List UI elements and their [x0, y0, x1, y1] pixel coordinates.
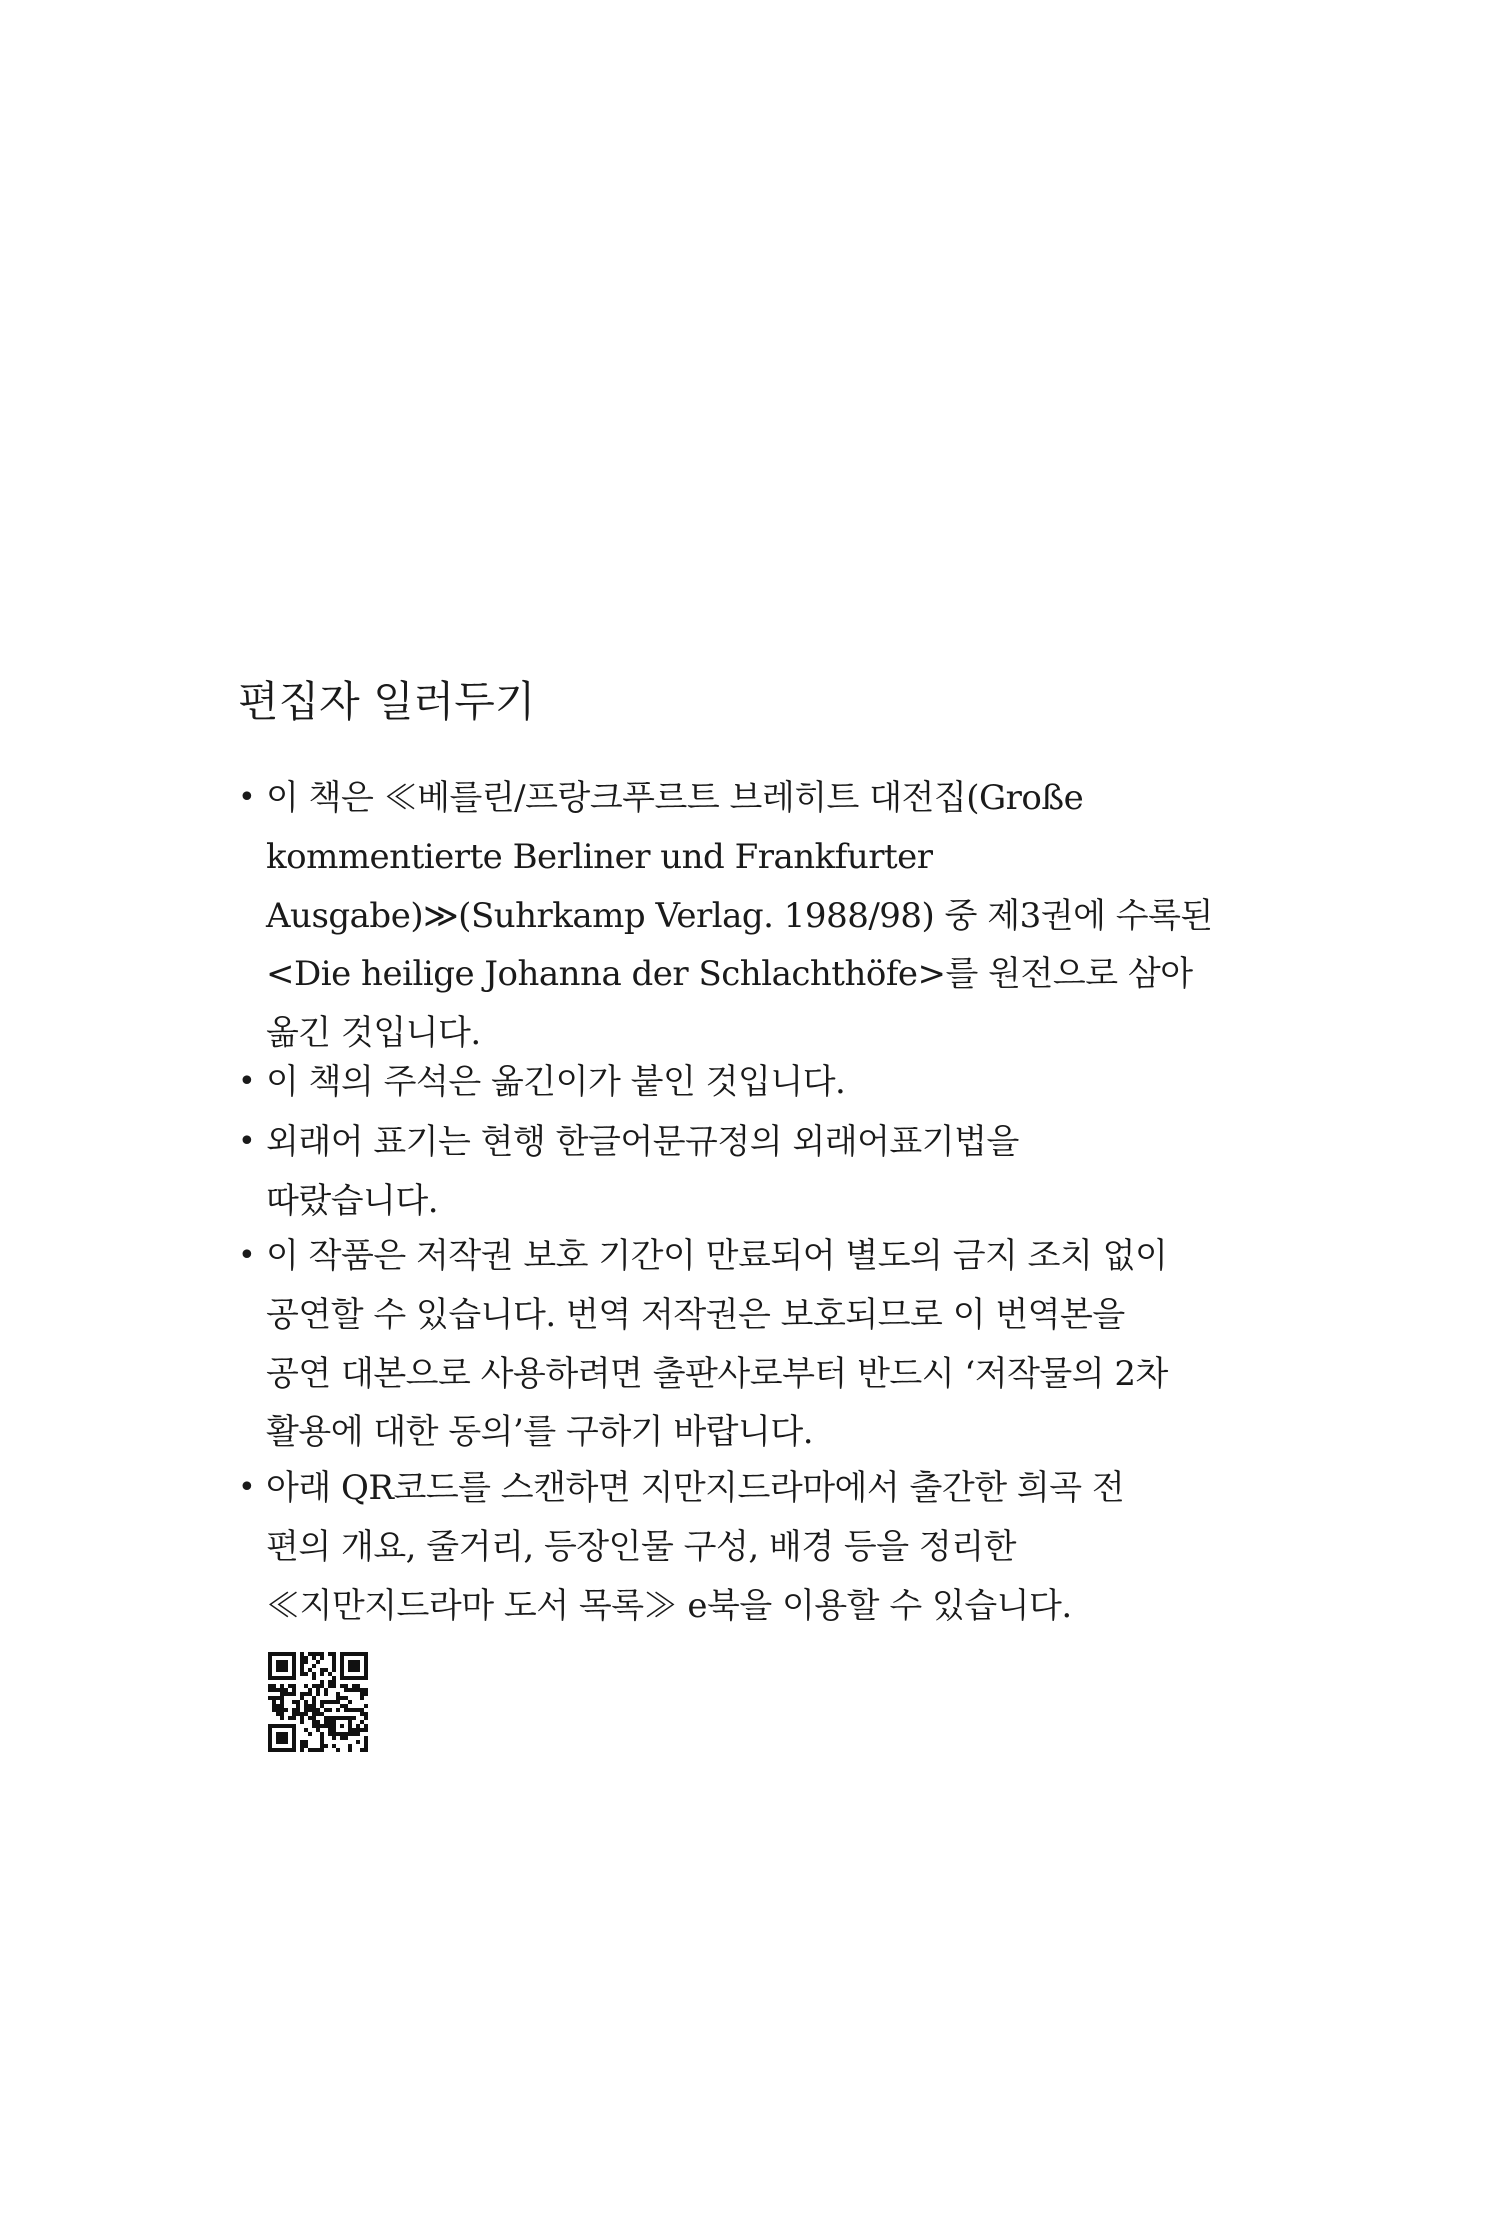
qr-module: [312, 1748, 316, 1752]
qr-module: [324, 1708, 328, 1712]
qr-module: [300, 1740, 304, 1744]
qr-module: [324, 1724, 328, 1728]
qr-module: [328, 1728, 332, 1732]
qr-module: [292, 1708, 296, 1712]
qr-module: [324, 1720, 328, 1724]
qr-module: [340, 1704, 344, 1708]
qr-module: [300, 1660, 304, 1664]
qr-module: [328, 1708, 332, 1712]
qr-module: [344, 1684, 348, 1688]
qr-module: [340, 1684, 344, 1688]
qr-module: [340, 1724, 344, 1728]
note-line: 활용에 대한 동의’를 구하기 바랍니다.: [266, 1412, 814, 1453]
note-line: 공연 대본으로 사용하려면 출판사로부터 반드시 ‘저작물의 2차: [266, 1353, 1168, 1394]
qr-module: [348, 1708, 352, 1712]
qr-module: [280, 1692, 284, 1696]
qr-module: [304, 1744, 308, 1748]
qr-module: [364, 1740, 368, 1744]
note-line: kommentierte Berliner und Frankfurter: [266, 836, 933, 877]
qr-module: [280, 1700, 284, 1704]
qr-module: [312, 1676, 316, 1680]
qr-module: [276, 1688, 280, 1692]
qr-module: [308, 1668, 312, 1672]
qr-module: [280, 1684, 284, 1688]
qr-module: [280, 1696, 284, 1700]
qr-module: [364, 1688, 368, 1692]
qr-module: [308, 1652, 312, 1656]
qr-module: [288, 1716, 292, 1720]
qr-module: [316, 1748, 320, 1752]
qr-module: [300, 1668, 304, 1672]
qr-module: [340, 1696, 344, 1700]
qr-module: [304, 1684, 308, 1688]
note-line: 아래 QR코드를 스캔하면 지만지드라마에서 출간한 희곡 전: [266, 1468, 1125, 1508]
qr-module: [316, 1692, 320, 1696]
qr-module: [296, 1704, 300, 1708]
note-line: 이 작품은 저작권 보호 기간이 만료되어 별도의 금지 조치 없이: [266, 1236, 1168, 1276]
note-line: 편의 개요, 줄거리, 등장인물 구성, 배경 등을 정리한: [266, 1526, 1016, 1567]
qr-module: [320, 1668, 324, 1672]
qr-module: [304, 1712, 308, 1716]
qr-module: [316, 1684, 320, 1688]
bullet-marker: •: [238, 1238, 256, 1273]
qr-module: [272, 1684, 276, 1688]
qr-module: [316, 1688, 320, 1692]
qr-module: [280, 1704, 284, 1708]
qr-module: [344, 1736, 348, 1740]
qr-module: [276, 1732, 288, 1744]
qr-module: [344, 1704, 348, 1708]
qr-module: [300, 1744, 304, 1748]
qr-module: [276, 1696, 280, 1700]
qr-module: [324, 1744, 328, 1748]
qr-module: [348, 1700, 352, 1704]
qr-module: [332, 1744, 336, 1748]
note-line: 공연할 수 있습니다. 번역 저작권은 보호되므로 이 번역본을: [266, 1294, 1125, 1335]
qr-module: [292, 1716, 296, 1720]
qr-module: [316, 1728, 320, 1732]
qr-module: [336, 1748, 340, 1752]
qr-module: [276, 1660, 288, 1672]
qr-module: [356, 1728, 360, 1732]
qr-module: [356, 1732, 360, 1736]
qr-module: [336, 1692, 340, 1696]
qr-module: [312, 1704, 316, 1708]
qr-module: [360, 1696, 364, 1700]
qr-module: [284, 1692, 288, 1696]
qr-module: [268, 1696, 272, 1700]
qr-module: [268, 1684, 272, 1688]
qr-module: [292, 1700, 296, 1704]
qr-module: [316, 1652, 320, 1656]
qr-module: [304, 1728, 308, 1732]
qr-module: [356, 1688, 360, 1692]
qr-module: [312, 1708, 316, 1712]
qr-module: [312, 1720, 316, 1724]
qr-module: [300, 1748, 304, 1752]
bullet-marker: •: [238, 1064, 256, 1099]
note-line: 따랐습니다.: [266, 1180, 439, 1221]
qr-module: [312, 1672, 316, 1676]
qr-module: [328, 1680, 332, 1684]
qr-module: [360, 1728, 364, 1732]
bullet-marker: •: [238, 780, 256, 815]
qr-module: [332, 1652, 336, 1656]
qr-module: [332, 1736, 336, 1740]
qr-module: [300, 1656, 304, 1660]
qr-module: [364, 1692, 368, 1696]
qr-module: [348, 1744, 352, 1748]
qr-module: [316, 1724, 320, 1728]
qr-module: [308, 1688, 312, 1692]
qr-module: [348, 1660, 360, 1672]
qr-module: [320, 1748, 324, 1752]
bullet-marker: •: [238, 1124, 256, 1159]
qr-module: [320, 1700, 324, 1704]
qr-module: [308, 1716, 312, 1720]
qr-module: [352, 1716, 356, 1720]
qr-module: [300, 1692, 304, 1696]
qr-module: [364, 1728, 368, 1732]
qr-module: [356, 1724, 360, 1728]
qr-module: [328, 1652, 332, 1656]
qr-module: [320, 1736, 324, 1740]
qr-module: [316, 1712, 320, 1716]
qr-module: [292, 1688, 296, 1692]
qr-module: [364, 1716, 368, 1720]
qr-module: [312, 1696, 316, 1700]
qr-module: [332, 1680, 336, 1684]
qr-module: [332, 1664, 336, 1668]
qr-module: [364, 1736, 368, 1740]
qr-module: [328, 1716, 332, 1720]
qr-module: [296, 1700, 300, 1704]
qr-module: [276, 1712, 280, 1716]
qr-module: [344, 1696, 348, 1700]
note-line: ≪지만지드라마 도서 목록≫ e북을 이용할 수 있습니다.: [266, 1585, 1072, 1626]
qr-module: [328, 1720, 332, 1724]
qr-module: [316, 1708, 320, 1712]
qr-module: [308, 1692, 312, 1696]
qr-module: [364, 1744, 368, 1748]
qr-module: [312, 1656, 316, 1660]
qr-module: [308, 1748, 312, 1752]
qr-module: [312, 1684, 316, 1688]
qr-module: [340, 1736, 344, 1740]
qr-module: [332, 1656, 336, 1660]
qr-module: [312, 1716, 316, 1720]
qr-module: [304, 1656, 308, 1660]
qr-module: [308, 1708, 312, 1712]
qr-module: [304, 1692, 308, 1696]
qr-module: [364, 1724, 368, 1728]
note-line: 외래어 표기는 현행 한글어문규정의 외래어표기법을: [266, 1122, 1019, 1162]
qr-module: [328, 1672, 332, 1676]
note-line: 이 책의 주석은 옮긴이가 붙인 것입니다.: [266, 1062, 846, 1102]
qr-module: [332, 1668, 336, 1672]
qr-module: [316, 1660, 320, 1664]
qr-module: [272, 1704, 276, 1708]
qr-module: [348, 1688, 352, 1692]
qr-module: [364, 1748, 368, 1752]
qr-module: [304, 1740, 308, 1744]
note-line: Ausgabe)≫(Suhrkamp Verlag. 1988/98) 중 제3권에 수록된: [266, 895, 1213, 936]
qr-module: [296, 1708, 300, 1712]
qr-module: [332, 1684, 336, 1688]
qr-module: [288, 1692, 292, 1696]
page-title: 편집자 일러두기: [238, 677, 536, 726]
qr-module: [360, 1720, 364, 1724]
qr-module: [300, 1664, 304, 1668]
qr-module: [320, 1680, 324, 1684]
qr-module: [356, 1740, 360, 1744]
qr-module: [324, 1700, 328, 1704]
qr-module: [332, 1660, 336, 1664]
qr-module: [360, 1692, 364, 1696]
qr-module: [308, 1732, 312, 1736]
qr-module: [300, 1712, 304, 1716]
qr-module: [280, 1712, 284, 1716]
qr-module: [308, 1704, 312, 1708]
qr-module: [272, 1696, 276, 1700]
qr-module: [324, 1692, 328, 1696]
qr-module: [356, 1708, 360, 1712]
qr-code-icon[interactable]: [268, 1652, 368, 1752]
qr-module: [276, 1704, 280, 1708]
qr-module: [352, 1684, 356, 1688]
qr-module: [320, 1732, 324, 1736]
qr-module: [328, 1732, 332, 1736]
qr-module: [280, 1716, 284, 1720]
qr-module: [304, 1704, 308, 1708]
qr-module: [360, 1688, 364, 1692]
qr-module: [276, 1708, 280, 1712]
qr-module: [352, 1708, 356, 1712]
qr-module: [304, 1672, 308, 1676]
qr-module: [324, 1688, 328, 1692]
qr-module: [352, 1732, 356, 1736]
qr-module: [348, 1748, 352, 1752]
qr-module: [280, 1688, 284, 1692]
qr-module: [300, 1696, 304, 1700]
qr-module: [320, 1652, 324, 1656]
qr-module: [324, 1668, 328, 1672]
qr-module: [320, 1656, 324, 1660]
qr-module: [360, 1712, 364, 1716]
qr-module: [284, 1688, 288, 1692]
qr-module: [336, 1708, 340, 1712]
qr-module: [356, 1684, 360, 1688]
qr-module: [328, 1700, 332, 1704]
qr-module: [272, 1700, 276, 1704]
qr-module: [320, 1684, 324, 1688]
qr-module: [320, 1724, 324, 1728]
qr-module: [272, 1688, 276, 1692]
qr-module: [360, 1708, 364, 1712]
qr-module: [312, 1700, 316, 1704]
qr-module: [320, 1672, 324, 1676]
qr-module: [312, 1724, 316, 1728]
qr-module: [320, 1712, 324, 1716]
qr-module: [352, 1728, 356, 1732]
qr-module: [272, 1708, 276, 1712]
qr-module: [316, 1720, 320, 1724]
qr-module: [332, 1676, 336, 1680]
qr-module: [320, 1744, 324, 1748]
qr-module: [332, 1700, 336, 1704]
qr-module: [300, 1720, 304, 1724]
bullet-marker: •: [238, 1470, 256, 1505]
qr-module: [320, 1740, 324, 1744]
qr-module: [312, 1652, 316, 1656]
note-line: 옮긴 것입니다.: [266, 1013, 481, 1054]
qr-module: [320, 1704, 324, 1708]
qr-module: [324, 1716, 328, 1720]
qr-module: [300, 1672, 304, 1676]
qr-module: [268, 1688, 272, 1692]
qr-module: [292, 1692, 296, 1696]
qr-module: [336, 1696, 340, 1700]
qr-module: [336, 1700, 340, 1704]
qr-module: [280, 1708, 284, 1712]
qr-module: [344, 1708, 348, 1712]
qr-module: [284, 1708, 288, 1712]
qr-module: [364, 1704, 368, 1708]
qr-module: [364, 1712, 368, 1716]
qr-module: [360, 1748, 364, 1752]
note-line: <Die heilige Johanna der Schlachthöfe>를 원전으로 삼아: [266, 954, 1193, 995]
qr-module: [292, 1684, 296, 1688]
qr-module: [304, 1660, 308, 1664]
qr-module: [300, 1716, 304, 1720]
qr-module: [304, 1708, 308, 1712]
note-line: 이 책은 ≪베를린/프랑크푸르트 브레히트 대전집(Große: [266, 778, 1084, 818]
qr-module: [312, 1712, 316, 1716]
qr-module: [352, 1688, 356, 1692]
qr-module: [328, 1724, 332, 1728]
qr-module: [296, 1712, 300, 1716]
qr-module: [288, 1684, 292, 1688]
qr-module: [312, 1664, 316, 1668]
qr-module: [304, 1700, 308, 1704]
qr-module: [292, 1712, 296, 1716]
qr-module: [328, 1684, 332, 1688]
qr-module: [344, 1688, 348, 1692]
qr-module: [300, 1652, 304, 1656]
